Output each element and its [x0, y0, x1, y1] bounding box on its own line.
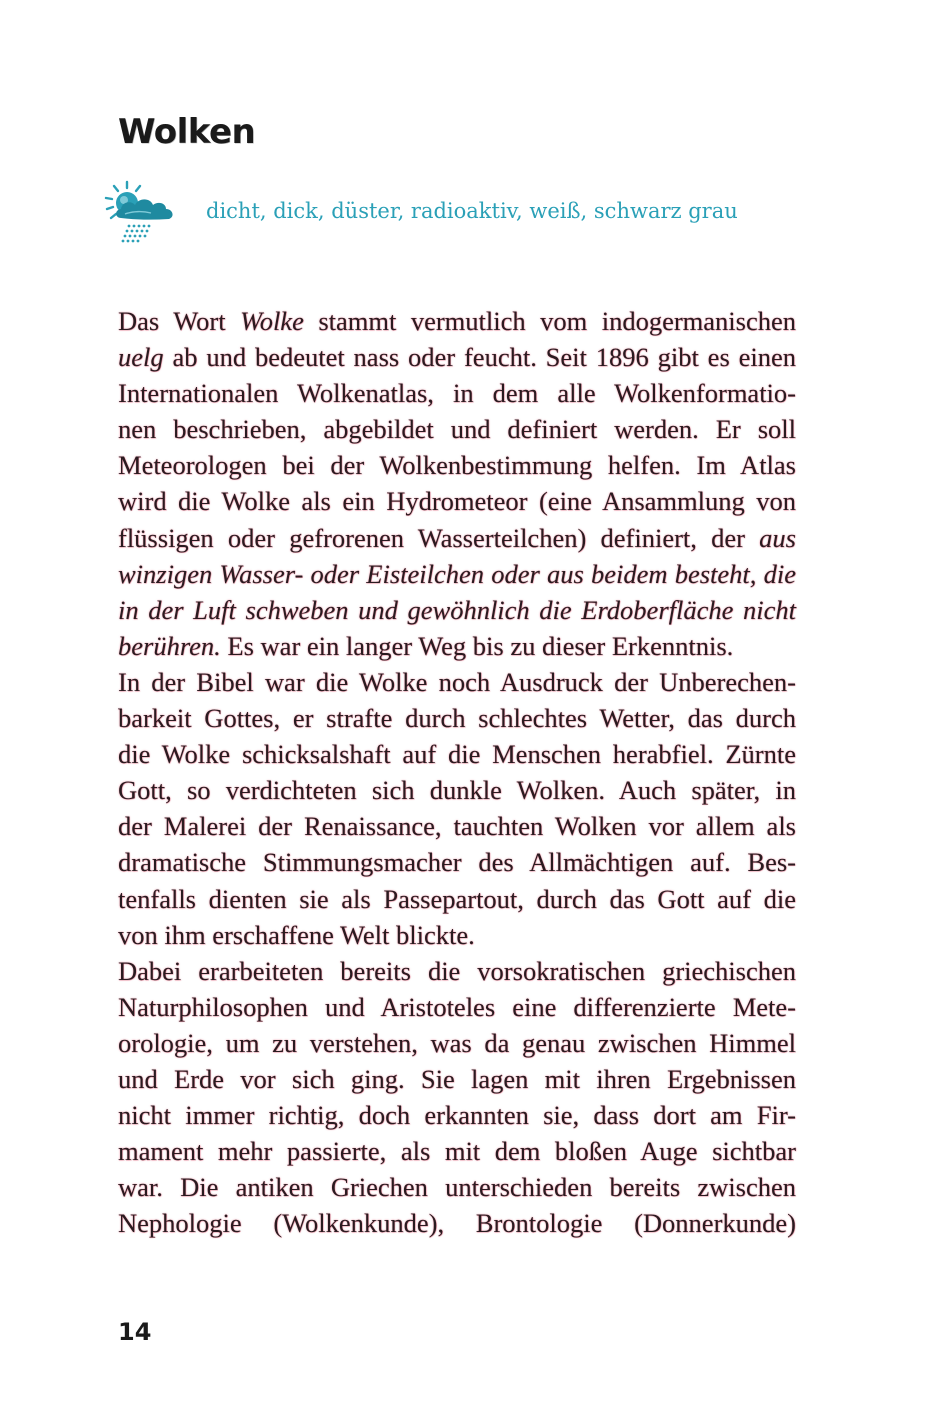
text-line: barkeit Gottes, er strafte durch schlechtes Wetter, das durch: [118, 703, 796, 734]
text-line: Nephologie (Wolkenkunde), Brontologie (Donnerkunde): [118, 1208, 796, 1239]
text-line: Naturphilosophen und Aristoteles eine differenzierte Mete-: [118, 991, 796, 1022]
text-line: mament mehr passierte, als mit dem bloßen Auge sichtbar: [118, 1136, 796, 1167]
text-line: wird die Wolke als ein Hydrometeor (eine Ansammlung von: [118, 486, 796, 517]
text-line: die Wolke schicksalshaft auf die Menschen herabfiel. Zürnte: [118, 739, 796, 770]
text-line: Internationalen Wolkenatlas, in dem alle Wolkenformatio-: [118, 378, 796, 409]
text-line: in der Luft schweben und gewöhnlich die Erdoberfläche nicht: [118, 594, 796, 625]
text-line: und Erde vor sich ging. Sie lagen mit ihren Ergebnissen: [118, 1063, 796, 1094]
text-line: Meteorologen bei der Wolkenbestimmung helfen. Im Atlas: [118, 450, 796, 481]
text-line: flüssigen oder gefrorenen Wasserteilchen) definiert, der aus: [118, 522, 796, 553]
text-line: tenfalls dienten sie als Passepartout, durch das Gott auf die: [118, 883, 796, 914]
text-line: nen beschrieben, abgebildet und definiert werden. Er soll: [118, 414, 796, 445]
body-text: [118, 303, 796, 1241]
keyword-subtitle: dicht, dick, düster, radioaktiv, weiß, schwarz grau: [206, 199, 738, 223]
text-line: dramatische Stimmungsmacher des Allmächtigen auf. Bes-: [118, 847, 796, 878]
text-line: winzigen Wasser- oder Eisteilchen oder aus beidem besteht, die: [118, 558, 796, 589]
text-line: war. Die antiken Griechen unterschieden bereits zwischen: [118, 1172, 796, 1203]
page-number: 14: [118, 1318, 152, 1346]
text-line: orologie, um zu verstehen, was da genau zwischen Himmel: [118, 1027, 796, 1058]
text-line: Gott, so verdichteten sich dunkle Wolken. Auch später, in: [118, 775, 796, 806]
text-line: Dabei erarbeiteten bereits die vorsokratischen griechischen: [118, 955, 796, 986]
text-line: von ihm erschaffene Welt blickte.: [118, 919, 475, 950]
text-line: berühren. Es war ein langer Weg bis zu dieser Erkenntnis.: [118, 630, 734, 661]
text-line: uelg ab und bedeutet nass oder feucht. Seit 1896 gibt es einen: [118, 342, 796, 373]
page-title: Wolken: [118, 112, 256, 152]
text-line: nicht immer richtig, doch erkannten sie, dass dort am Fir-: [118, 1100, 796, 1131]
text-line: Das Wort Wolke stammt vermutlich vom indogermanischen: [118, 306, 796, 336]
sun-cloud-rain-icon: [103, 180, 179, 244]
text-line: In der Bibel war die Wolke noch Ausdruck der Unberechen-: [118, 666, 796, 697]
text-line: der Malerei der Renaissance, tauchten Wolken vor allem als: [118, 811, 796, 842]
